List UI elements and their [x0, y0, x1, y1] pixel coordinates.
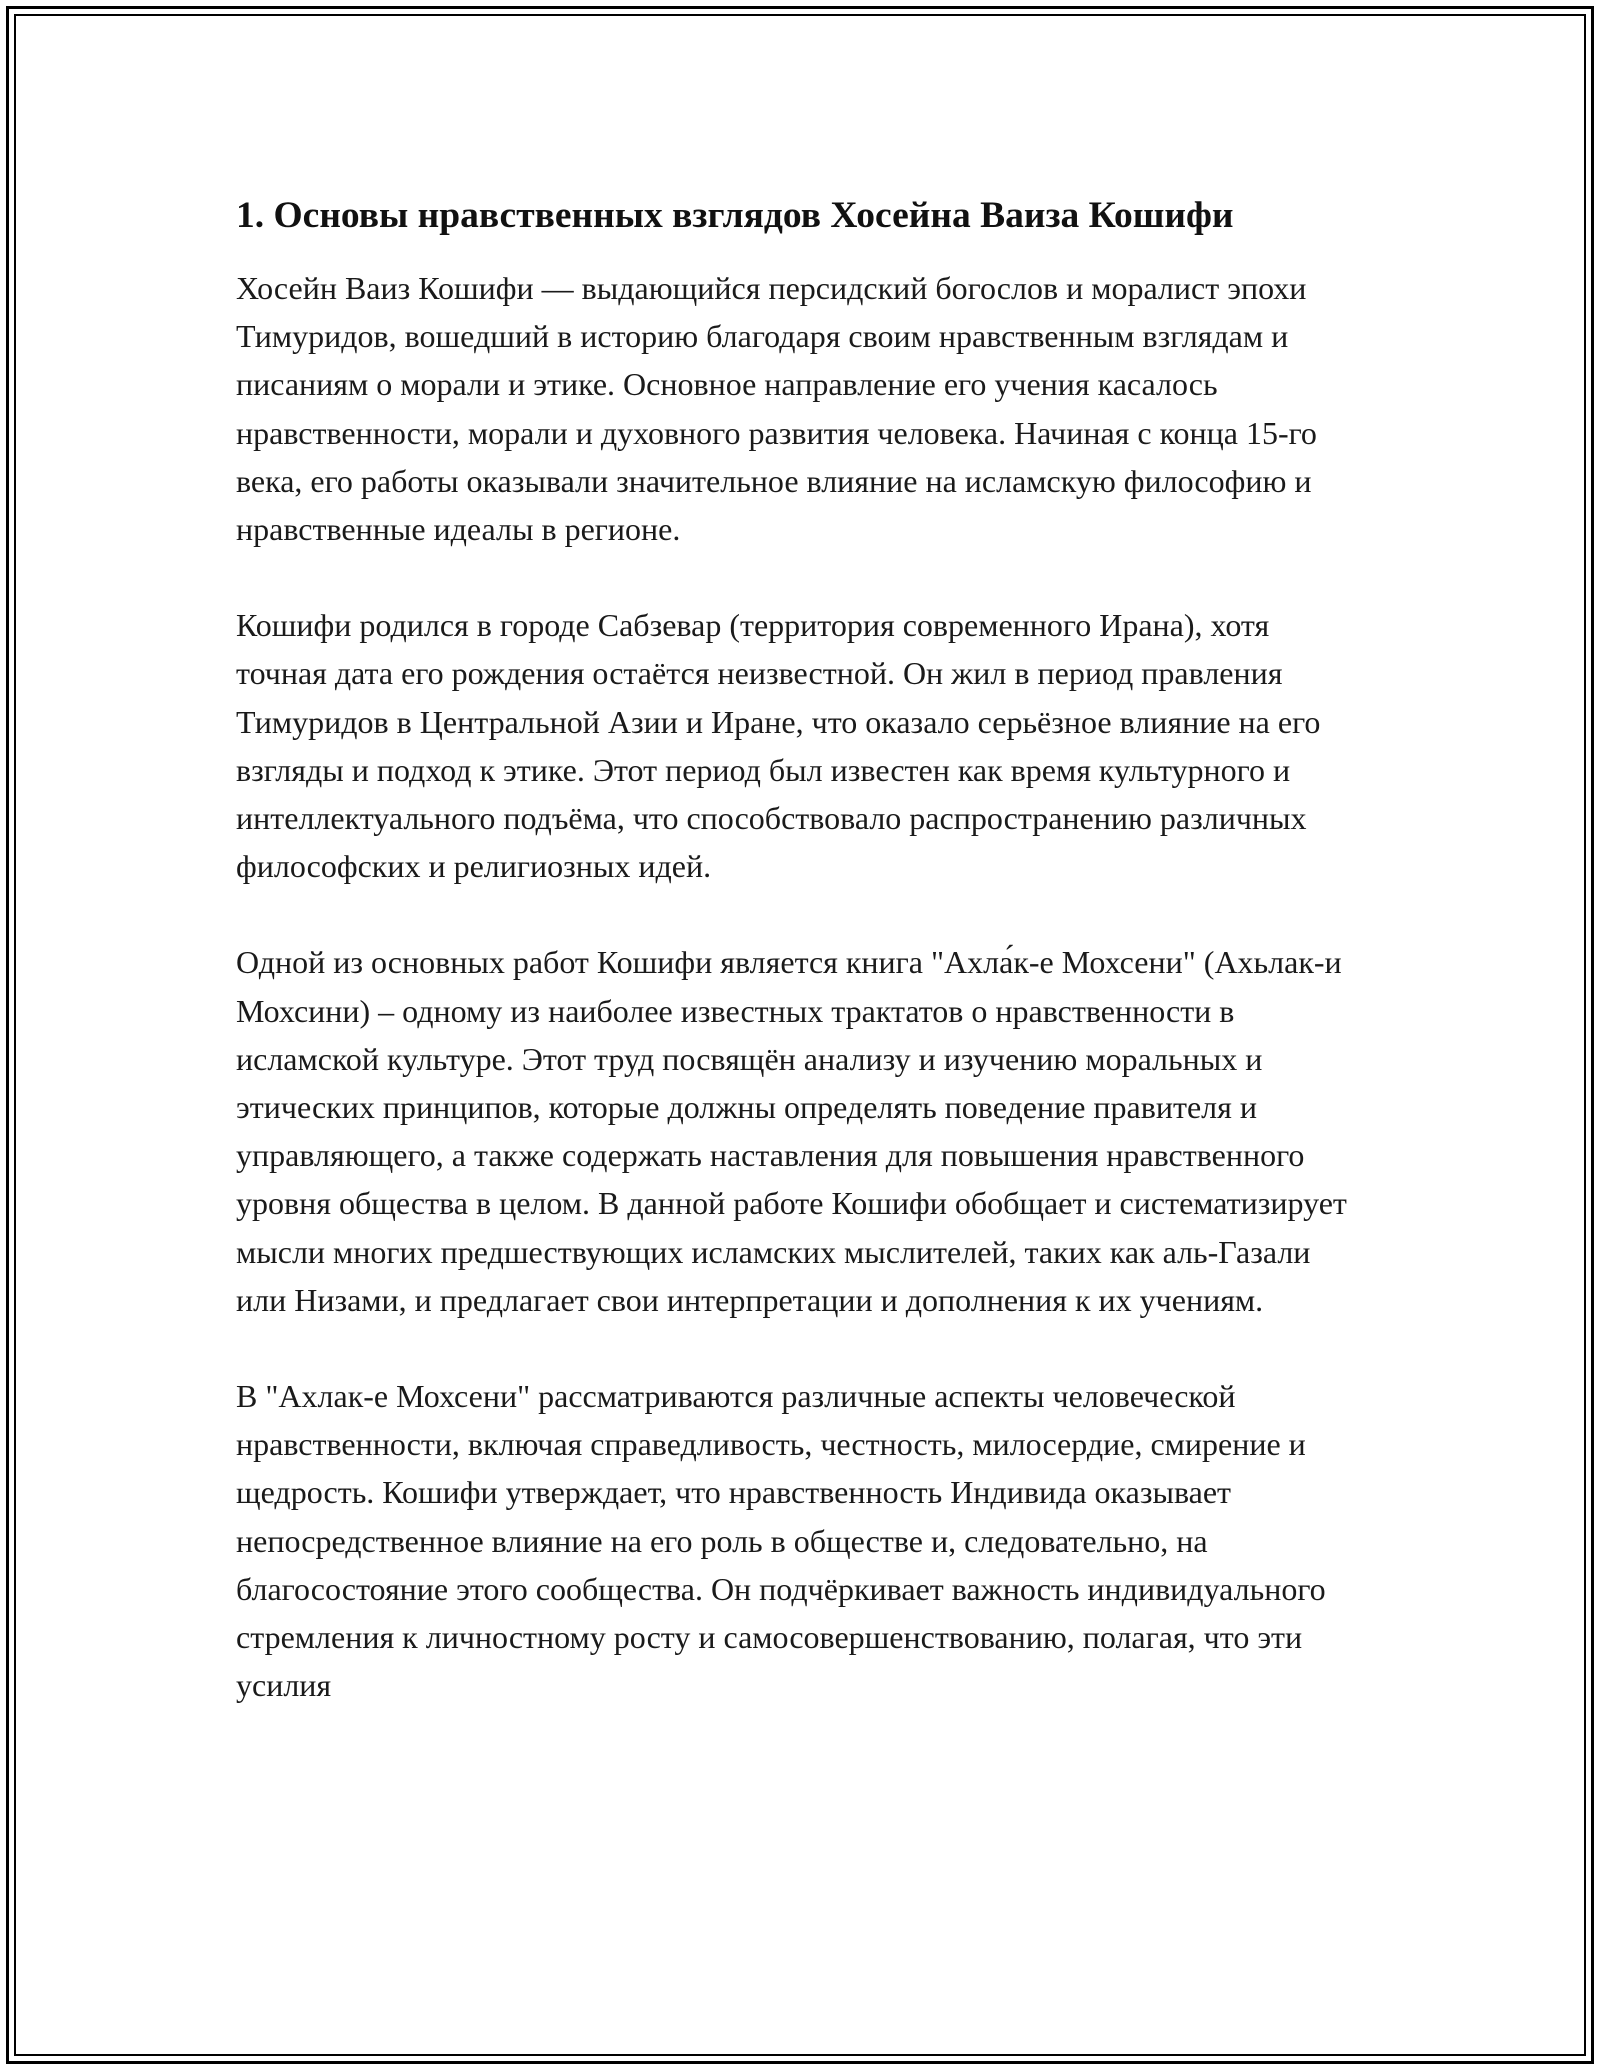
paragraph-2: Кошифи родился в городе Сабзевар (территория современного Ирана), хотя точная дата его рождения остаётся неизвестной. Он жил в период правления Тимуридов в Центральной Азии и Иране, что оказало серьёзное влияние на его взгляды и подход к этике. Этот период был известен как время культурного и интеллектуального подъёма, что способствовало распространению различных философских и религиозных идей. [236, 607, 1321, 885]
section-heading: 1. Основы нравственных взглядов Хосейна Ваиза Кошифи [236, 195, 1234, 236]
paragraph-1: Хосейн Ваиз Кошифи — выдающийся персидский богослов и моралист эпохи Тимуридов, вошедший в историю благодаря своим нравственным взглядам и писаниям о морали и этике. Основное направление его учения касалось нравственности, морали и духовного развития человека. Начиная с конца 15-го века, его работы оказывали значительное влияние на исламскую философию и нравственные идеалы в регионе. [236, 270, 1317, 548]
paragraph-3: Одной из основных работ Кошифи является книга "Ахла́к-е Мохсени" (Ахьлак-и Мохсини) – одному из наиболее известных трактатов о нравственности в исламской культуре. Этот труд посвящён анализу и изучению моральных и этических принципов, которые должны определять поведение правителя и управляющего, а также содержать наставления для повышения нравственного уровня общества в целом. В данной работе Кошифи обобщает и систематизирует мысли многих предшествующих исламских мыслителей, таких как аль-Газали или Низами, и предлагает свои интерпретации и дополнения к их учениям. [236, 944, 1347, 1318]
paragraph-4: В "Ахлак-е Мохсени" рассматриваются различные аспекты человеческой нравственности, включая справедливость, честность, милосердие, смирение и щедрость. Кошифи утверждает, что нравственность Индивида оказывает непосредственное влияние на его роль в обществе и, следовательно, на благосостояние этого сообщества. Он подчёркивает важность индивидуального стремления к личностному росту и самосовершенствованию, полагая, что эти усилия [236, 1378, 1326, 1704]
document-body [236, 188, 1366, 1757]
